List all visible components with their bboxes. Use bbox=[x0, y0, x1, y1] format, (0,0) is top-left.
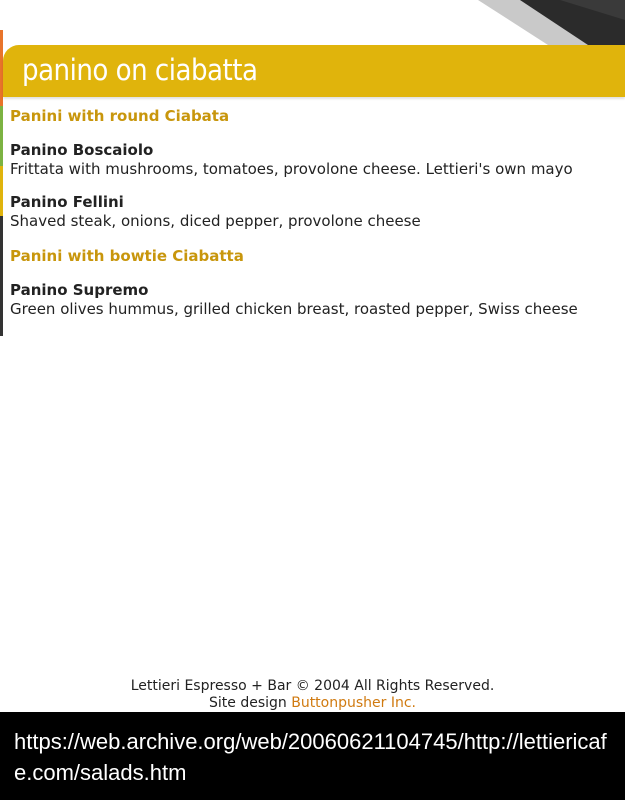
menu-item bbox=[10, 141, 622, 179]
footer bbox=[0, 678, 625, 712]
site-design-credit bbox=[0, 695, 625, 712]
left-color-edge bbox=[0, 0, 3, 336]
url-caption-bar bbox=[0, 712, 625, 800]
menu-item bbox=[10, 193, 622, 231]
menu-content bbox=[10, 106, 622, 319]
site-design-label: Site design bbox=[208, 695, 287, 711]
header-banner bbox=[3, 45, 625, 97]
page-url: https://web.archive.org/web/20060621104745/http://lettiericafe.com/salads.htm bbox=[14, 729, 607, 785]
item-name: Panino Boscaiolo bbox=[10, 141, 154, 159]
item-description: Shaved steak, onions, diced pepper, provolone cheese bbox=[10, 212, 421, 230]
menu-section bbox=[10, 246, 622, 319]
section-heading: Panini with round Ciabata bbox=[10, 107, 230, 125]
item-name: Panino Supremo bbox=[10, 281, 149, 299]
page-title: panino on ciabatta bbox=[22, 53, 258, 87]
section-heading: Panini with bowtie Ciabatta bbox=[10, 247, 244, 265]
item-description: Frittata with mushrooms, tomatoes, provolone cheese. Lettieri's own mayo bbox=[10, 160, 573, 178]
item-description: Green olives hummus, grilled chicken breast, roasted pepper, Swiss cheese bbox=[10, 300, 578, 318]
menu-item bbox=[10, 281, 622, 319]
menu-section bbox=[10, 106, 622, 231]
buttonpusher-link[interactable]: Buttonpusher Inc. bbox=[291, 695, 417, 711]
copyright-text: Lettieri Espresso + Bar © 2004 All Rights Reserved. bbox=[130, 678, 495, 694]
item-name: Panino Fellini bbox=[10, 193, 124, 211]
